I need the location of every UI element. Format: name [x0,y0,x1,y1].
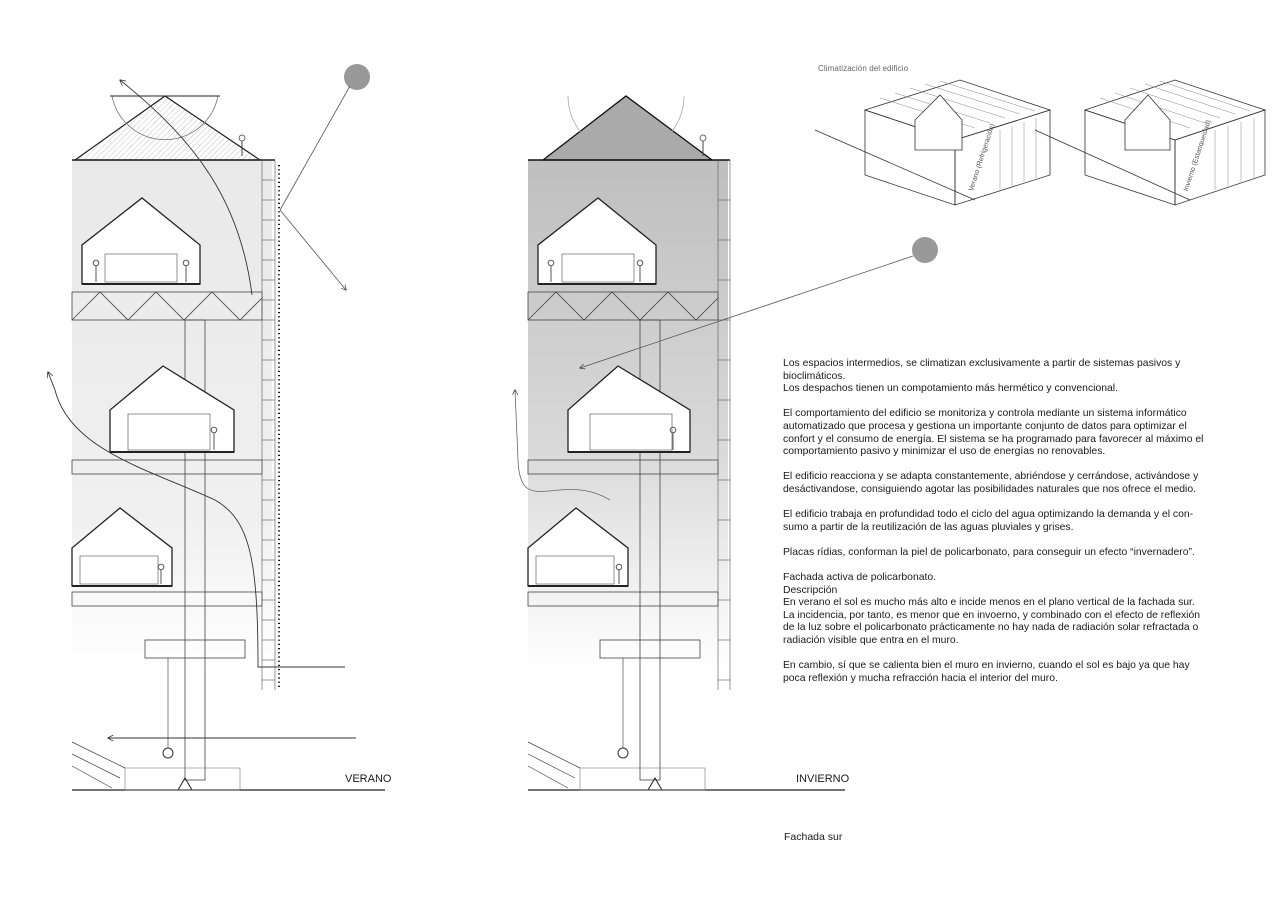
description-line: sumo a partir de la reutilización de las aguas pluviales y grises. [783,521,1074,533]
description-line: de la luz sobre el policarbonato prácticamente no hay nada de radiación solar refractada o [783,622,1199,634]
description-line: Los espacios intermedios, se climatizan exclusivamente a partir de sistemas pasivos y [783,358,1181,369]
description-line: El edificio reacciona y se adapta constantemente, abriéndose y cerrándose, activándose y [783,471,1199,483]
description-paragraph [783,660,1223,685]
axo-summer-diagram [815,80,1050,205]
axo-summer-label: Verano (Refrigeración) [968,123,997,193]
description-line: La incidencia, por tanto, es menor que en invoerno, y combinado con el efecto de reflexión [783,609,1201,621]
description-line: poca reflexión y mucha refracción hacia el interior del muro. [783,672,1058,684]
description-paragraph [783,572,1223,648]
description-line: Descripción [783,584,838,596]
description-line: Placas rídias, conforman la piel de policarbonato, para conseguir un efecto “invernadero”. [783,546,1195,558]
winter-section-label: INVIERNO [796,773,850,785]
footer-caption: Fachada sur [784,831,843,843]
description-paragraph [783,358,1223,396]
summer-section [48,64,385,790]
summer-section-label: VERANO [345,773,392,785]
description-line: Fachada activa de policarbonato. [783,572,937,584]
description-text [783,358,1223,698]
description-line: automatizado que procesa y gestiona un importante conjunto de datos para optimizar el [783,420,1187,432]
axo-winter-diagram [1035,80,1265,205]
description-line: confort y el consumo de energía. El sistema se ha programado para favorecer al máximo el [783,433,1204,445]
description-paragraph [783,471,1223,496]
description-paragraph [783,408,1223,458]
description-line: El comportamiento del edificio se monitoriza y controla mediante un sistema informático [783,408,1187,420]
description-line: En cambio, sí que se calienta bien el muro en invierno, cuando el sol es bajo ya que hay [783,660,1190,672]
description-line: desáctivandose, consiguiendo agotar las posibilidades naturales que nos ofrece el medio. [783,483,1197,495]
section-title: Climatización del edificio [818,64,909,73]
axo-winter-label: Invierno (Estanqueidad) [1183,119,1213,193]
description-paragraph [783,509,1223,534]
description-paragraph [783,547,1223,560]
description-line: comportamiento pasivo y minimizar el uso de energías no renovables. [783,446,1106,458]
description-line: En verano el sol es mucho más alto e incide menos en el plano vertical de la fachada sur. [783,597,1195,609]
description-line: El edificio trabaja en profundidad todo el ciclo del agua optimizando la demanda y el con- [783,509,1194,521]
description-line: radiación visible que entra en el muro. [783,635,959,647]
description-line: bioclimáticos. [783,370,846,382]
description-line: Los despachos tienen un compotamiento más hermético y convencional. [783,383,1119,395]
